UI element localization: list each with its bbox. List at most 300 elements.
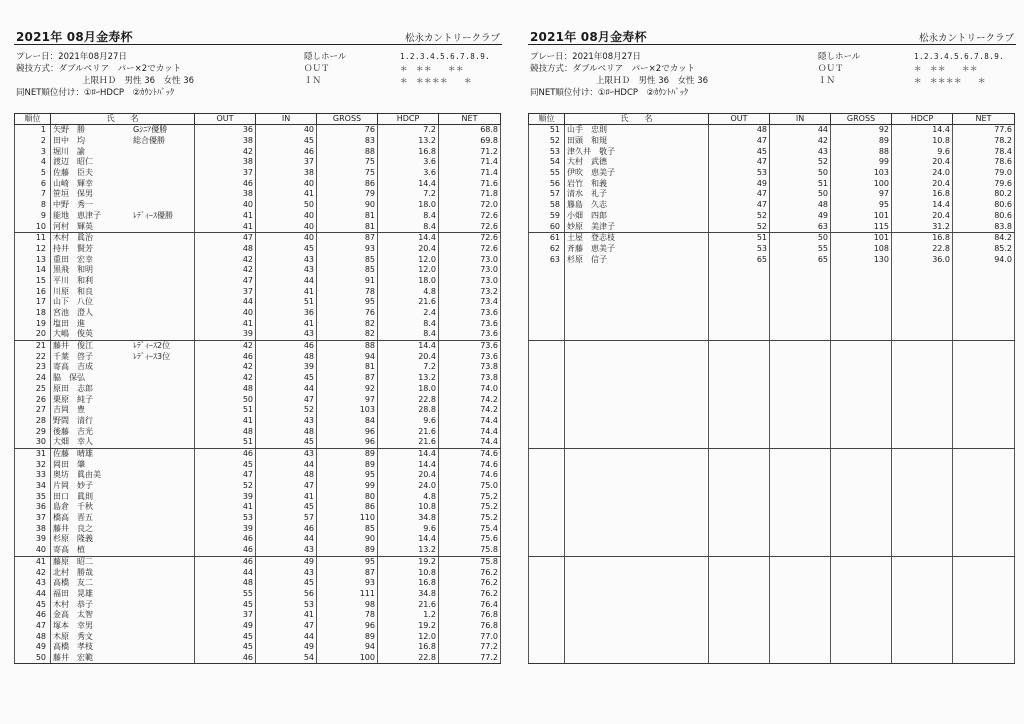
empty-cell	[709, 502, 770, 513]
table-row	[15, 265, 501, 276]
player-name-cell	[51, 610, 195, 621]
table-cell: 43	[256, 448, 317, 459]
table-cell: 46	[15, 610, 51, 621]
table-cell: 44	[256, 276, 317, 287]
table-cell: 10.8	[892, 136, 953, 147]
table-cell: 42	[195, 265, 256, 276]
table-row	[15, 513, 501, 524]
table-row	[15, 297, 501, 308]
table-cell: 88	[831, 146, 892, 157]
table-cell: 80	[317, 491, 378, 502]
empty-cell	[770, 545, 831, 556]
player-name: 平川 和利	[53, 275, 93, 285]
table-cell: 50	[770, 232, 831, 243]
title-divider	[14, 44, 502, 45]
table-row	[529, 189, 1015, 200]
table-cell: 74.4	[439, 416, 501, 427]
empty-cell	[953, 631, 1015, 642]
table-row	[15, 286, 501, 297]
table-cell: 41	[256, 286, 317, 297]
player-name-cell	[51, 362, 195, 373]
table-cell: 46	[195, 178, 256, 189]
table-cell: 45	[256, 502, 317, 513]
empty-cell	[529, 384, 565, 395]
page-title: 2021年 08月金寿杯	[530, 30, 647, 44]
empty-cell	[831, 384, 892, 395]
player-name-cell	[51, 329, 195, 340]
player-name-cell	[565, 211, 709, 222]
empty-cell	[831, 545, 892, 556]
table-row	[529, 578, 1015, 589]
empty-cell	[892, 405, 953, 416]
table-cell: 97	[831, 189, 892, 200]
results-sheet-page-1	[14, 0, 502, 724]
table-cell: 41	[195, 416, 256, 427]
table-cell: 72.6	[439, 244, 501, 255]
empty-cell	[953, 621, 1015, 632]
player-name-cell	[51, 254, 195, 265]
table-cell: 16.8	[378, 146, 439, 157]
empty-cell	[529, 308, 565, 319]
empty-cell	[709, 589, 770, 600]
hidden-holes-label: 隠しホール	[304, 52, 347, 62]
table-row	[529, 448, 1015, 459]
player-name-cell	[51, 157, 195, 168]
table-cell: 49	[195, 621, 256, 632]
empty-cell	[529, 523, 565, 534]
empty-cell	[770, 610, 831, 621]
table-cell: 45	[195, 631, 256, 642]
table-cell: 89	[317, 459, 378, 470]
empty-cell	[831, 621, 892, 632]
table-cell: 31	[15, 448, 51, 459]
table-cell: 45	[195, 459, 256, 470]
empty-cell	[529, 286, 565, 297]
empty-cell	[831, 286, 892, 297]
table-row	[529, 437, 1015, 448]
table-row	[529, 470, 1015, 481]
player-name: 脇 保弘	[53, 373, 85, 383]
table-cell: 36	[256, 308, 317, 319]
empty-cell	[529, 631, 565, 642]
table-cell: 89	[317, 448, 378, 459]
table-cell: 2	[15, 136, 51, 147]
empty-cell	[770, 437, 831, 448]
award-note: 総合優勝	[133, 136, 165, 146]
table-row	[15, 125, 501, 136]
table-row	[529, 146, 1015, 157]
table-cell: 49	[256, 556, 317, 567]
empty-cell	[709, 567, 770, 578]
table-cell: 14.4	[378, 534, 439, 545]
empty-cell	[709, 513, 770, 524]
empty-cell	[709, 373, 770, 384]
empty-cell	[709, 653, 770, 664]
player-name: 藤井 宏範	[53, 653, 93, 663]
table-cell: 75.8	[439, 556, 501, 567]
table-row	[15, 373, 501, 384]
player-name-cell	[565, 178, 709, 189]
table-cell: 74.2	[439, 394, 501, 405]
table-cell: 47	[709, 136, 770, 147]
table-row	[529, 459, 1015, 470]
table-row	[15, 523, 501, 534]
empty-cell	[529, 340, 565, 351]
table-cell: 11	[15, 232, 51, 243]
empty-cell	[953, 567, 1015, 578]
player-name-cell	[51, 416, 195, 427]
table-cell: 59	[529, 211, 565, 222]
table-cell: 63	[770, 221, 831, 232]
table-cell: 4.8	[378, 491, 439, 502]
table-cell: 18.0	[378, 384, 439, 395]
table-cell: 20.4	[378, 244, 439, 255]
table-cell: 52	[770, 157, 831, 168]
title-divider	[528, 44, 1016, 45]
player-name-cell	[51, 426, 195, 437]
table-row	[15, 232, 501, 243]
table-cell: 71.4	[439, 157, 501, 168]
empty-cell	[529, 448, 565, 459]
table-cell: 14.4	[892, 200, 953, 211]
player-name: 田口 眞則	[53, 491, 93, 501]
table-cell: 38	[195, 136, 256, 147]
player-name-cell	[51, 146, 195, 157]
empty-cell	[770, 384, 831, 395]
empty-cell	[831, 470, 892, 481]
club-name: 松永カントリークラブ	[404, 33, 500, 44]
table-row	[15, 362, 501, 373]
table-cell: 75.4	[439, 523, 501, 534]
empty-cell	[565, 308, 709, 319]
empty-cell	[529, 470, 565, 481]
player-name-cell	[51, 523, 195, 534]
hidden-holes-numbers: 1.2.3.4.5.6.7.8.9.	[400, 52, 491, 61]
table-row	[15, 567, 501, 578]
table-cell: 20.4	[892, 211, 953, 222]
hidden-holes-label: 隠しホール	[818, 52, 861, 62]
empty-cell	[892, 631, 953, 642]
empty-cell	[565, 286, 709, 297]
empty-cell	[529, 567, 565, 578]
empty-cell	[770, 513, 831, 524]
empty-cell	[709, 416, 770, 427]
table-cell: 72.6	[439, 211, 501, 222]
table-cell: 75.2	[439, 513, 501, 524]
empty-cell	[892, 545, 953, 556]
table-cell: 16.8	[892, 189, 953, 200]
empty-cell	[565, 351, 709, 362]
table-cell: 12.0	[378, 631, 439, 642]
table-cell: 40	[256, 211, 317, 222]
table-row	[529, 340, 1015, 351]
empty-cell	[529, 491, 565, 502]
table-cell: 20.4	[378, 470, 439, 481]
empty-cell	[831, 394, 892, 405]
table-cell: 39	[256, 362, 317, 373]
page-title: 2021年 08月金寿杯	[16, 30, 133, 44]
table-cell: 78.6	[953, 157, 1015, 168]
table-row	[15, 157, 501, 168]
player-name: 斉藤 恵美子	[567, 243, 615, 253]
table-row	[529, 254, 1015, 265]
table-cell: 85	[317, 254, 378, 265]
table-cell: 89	[831, 136, 892, 147]
empty-cell	[709, 394, 770, 405]
table-cell: 62	[529, 244, 565, 255]
table-row	[529, 211, 1015, 222]
player-name: 清水 礼子	[567, 189, 607, 199]
table-cell: 72.6	[439, 232, 501, 243]
table-cell: 42	[195, 254, 256, 265]
table-row	[529, 416, 1015, 427]
table-cell: 71.2	[439, 146, 501, 157]
table-cell: 73.4	[439, 297, 501, 308]
empty-cell	[529, 621, 565, 632]
player-name: 渡辺 昭仁	[53, 157, 93, 167]
empty-cell	[709, 437, 770, 448]
empty-cell	[709, 642, 770, 653]
table-cell: 14.4	[378, 178, 439, 189]
table-row	[15, 200, 501, 211]
table-cell: 46	[195, 534, 256, 545]
player-name: 塚本 幸男	[53, 620, 93, 630]
table-cell: 34	[15, 481, 51, 492]
player-name: 杉原 隆義	[53, 534, 93, 544]
empty-cell	[831, 297, 892, 308]
table-cell: 72.6	[439, 221, 501, 232]
empty-cell	[770, 578, 831, 589]
empty-cell	[529, 556, 565, 567]
table-cell: 20.4	[892, 157, 953, 168]
table-cell: 16.8	[378, 642, 439, 653]
empty-cell	[831, 276, 892, 287]
empty-cell	[892, 297, 953, 308]
table-row	[15, 502, 501, 513]
table-cell: 80.2	[953, 189, 1015, 200]
empty-cell	[892, 523, 953, 534]
player-name: 土屋 登志枝	[567, 233, 615, 243]
empty-cell	[565, 545, 709, 556]
player-name: 高橋 孝枝	[53, 642, 93, 652]
empty-cell	[892, 589, 953, 600]
table-cell: 84.2	[953, 232, 1015, 243]
table-cell: 43	[15, 578, 51, 589]
empty-cell	[565, 556, 709, 567]
player-name-cell	[565, 157, 709, 168]
table-cell: 40	[256, 232, 317, 243]
empty-cell	[831, 351, 892, 362]
empty-cell	[953, 653, 1015, 664]
table-cell: 46	[256, 146, 317, 157]
player-name-cell	[51, 599, 195, 610]
player-name-cell	[51, 351, 195, 362]
table-cell: 78	[317, 610, 378, 621]
player-name-cell	[51, 631, 195, 642]
table-row	[529, 653, 1015, 664]
table-cell: 33	[15, 470, 51, 481]
table-cell: 52	[256, 405, 317, 416]
table-row	[15, 351, 501, 362]
empty-cell	[565, 426, 709, 437]
player-name-cell	[51, 470, 195, 481]
table-cell: 23	[15, 362, 51, 373]
table-row	[15, 621, 501, 632]
table-cell: 90	[317, 200, 378, 211]
table-cell: 108	[831, 244, 892, 255]
table-cell: 51	[256, 297, 317, 308]
table-cell: 50	[195, 394, 256, 405]
empty-cell	[709, 426, 770, 437]
player-name: 寄高 吉成	[53, 362, 93, 372]
empty-cell	[529, 502, 565, 513]
table-row	[15, 610, 501, 621]
table-cell: 9	[15, 211, 51, 222]
table-cell: 14	[15, 265, 51, 276]
empty-cell	[953, 534, 1015, 545]
empty-cell	[892, 599, 953, 610]
table-cell: 87	[317, 373, 378, 384]
table-cell: 21.6	[378, 426, 439, 437]
table-cell: 92	[831, 125, 892, 136]
table-cell: 24	[15, 373, 51, 384]
empty-cell	[831, 491, 892, 502]
table-cell: 40	[195, 308, 256, 319]
table-cell: 95	[831, 200, 892, 211]
table-cell: 78	[317, 286, 378, 297]
empty-cell	[565, 621, 709, 632]
empty-cell	[892, 459, 953, 470]
empty-cell	[831, 556, 892, 567]
empty-cell	[831, 340, 892, 351]
table-row	[15, 318, 501, 329]
table-row	[15, 394, 501, 405]
table-cell: 7	[15, 189, 51, 200]
table-cell: 51	[529, 125, 565, 136]
table-cell: 7.2	[378, 125, 439, 136]
table-row	[15, 470, 501, 481]
results-table-left	[14, 113, 501, 664]
table-row	[529, 513, 1015, 524]
empty-cell	[565, 384, 709, 395]
table-cell: 3	[15, 146, 51, 157]
empty-cell	[953, 384, 1015, 395]
handicap-limit: 上限ＨＤ 男性 36 女性 36	[596, 76, 709, 86]
empty-cell	[709, 556, 770, 567]
table-cell: 44	[15, 589, 51, 600]
table-cell: 45	[15, 599, 51, 610]
table-cell: 79.0	[953, 168, 1015, 179]
player-name-cell	[565, 136, 709, 147]
table-cell: 27	[15, 405, 51, 416]
table-cell: 4.8	[378, 286, 439, 297]
table-cell: 5	[15, 168, 51, 179]
table-cell: 32	[15, 459, 51, 470]
table-cell: 88	[317, 340, 378, 351]
table-cell: 46	[195, 545, 256, 556]
table-row	[529, 244, 1015, 255]
table-cell: 16.8	[892, 232, 953, 243]
table-cell: 50	[770, 168, 831, 179]
table-cell: 53	[709, 244, 770, 255]
empty-cell	[953, 329, 1015, 340]
empty-cell	[770, 297, 831, 308]
player-name-cell	[51, 545, 195, 556]
empty-cell	[565, 523, 709, 534]
table-row	[529, 534, 1015, 545]
table-cell: 50	[770, 189, 831, 200]
table-cell: 22.8	[378, 653, 439, 664]
table-cell: 73.6	[439, 340, 501, 351]
empty-cell	[529, 534, 565, 545]
table-row	[529, 481, 1015, 492]
player-name-cell	[51, 394, 195, 405]
table-cell: 24.0	[378, 481, 439, 492]
empty-cell	[565, 329, 709, 340]
table-row	[529, 373, 1015, 384]
empty-cell	[892, 362, 953, 373]
table-cell: 86	[317, 178, 378, 189]
table-cell: 75.6	[439, 534, 501, 545]
empty-cell	[770, 362, 831, 373]
table-cell: 39	[15, 534, 51, 545]
empty-cell	[953, 340, 1015, 351]
empty-cell	[529, 373, 565, 384]
empty-cell	[831, 481, 892, 492]
table-cell: 41	[256, 491, 317, 502]
table-cell: 8.4	[378, 211, 439, 222]
empty-cell	[709, 362, 770, 373]
empty-cell	[892, 384, 953, 395]
table-row	[15, 491, 501, 502]
table-cell: 45	[195, 599, 256, 610]
empty-cell	[770, 631, 831, 642]
table-cell: 71.8	[439, 189, 501, 200]
empty-cell	[529, 642, 565, 653]
player-name-cell	[51, 642, 195, 653]
table-cell: 34.8	[378, 589, 439, 600]
empty-cell	[953, 405, 1015, 416]
table-cell: 110	[317, 513, 378, 524]
player-name-cell	[51, 589, 195, 600]
player-name-cell	[51, 136, 195, 147]
table-cell: 17	[15, 297, 51, 308]
empty-cell	[529, 297, 565, 308]
table-cell: 48	[195, 426, 256, 437]
player-name-cell	[51, 265, 195, 276]
table-cell: 46	[256, 340, 317, 351]
table-cell: 46	[195, 556, 256, 567]
player-name: 野間 清行	[53, 415, 93, 425]
hidden-in-label: ＩＮ	[818, 76, 836, 86]
hidden-holes	[304, 51, 500, 87]
player-name-cell	[51, 502, 195, 513]
table-cell: 46	[195, 448, 256, 459]
table-cell: 100	[831, 178, 892, 189]
empty-cell	[770, 599, 831, 610]
empty-cell	[565, 394, 709, 405]
table-cell: 36	[15, 502, 51, 513]
empty-cell	[831, 589, 892, 600]
player-name: 杉原 信子	[567, 254, 607, 264]
column-header: NET	[439, 114, 501, 125]
empty-cell	[565, 340, 709, 351]
player-name-cell	[51, 340, 195, 351]
table-cell: 48	[195, 384, 256, 395]
table-cell: 41	[256, 318, 317, 329]
table-cell: 41	[256, 189, 317, 200]
table-row	[529, 318, 1015, 329]
